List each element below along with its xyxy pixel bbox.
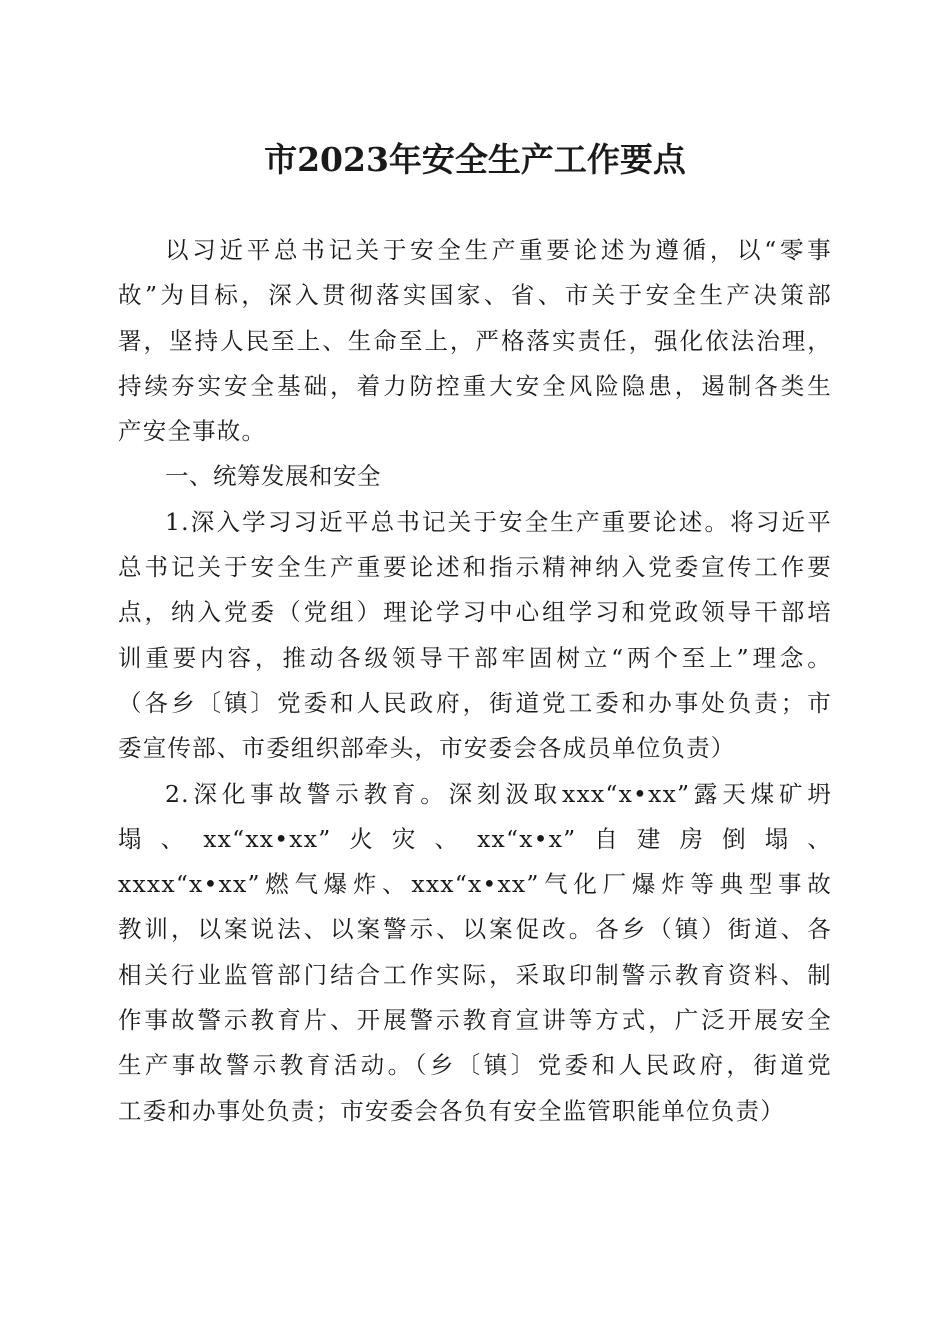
paragraph-line: 训重要内容，推动各级领导干部牢固树立“两个至上”理念。 (118, 643, 832, 672)
paragraph-line: xxxx“x•xx”燃气爆炸、xxx“x•xx”气化厂爆炸等典型事故 (118, 870, 832, 899)
paragraph-line: 以习近平总书记关于安全生产重要论述为遵循，以“零事 (165, 236, 832, 264)
paragraph-line: 2.深化事故警示教育。深刻汲取xxx“x•xx”露天煤矿坍 (165, 779, 832, 808)
item-1-paragraph (118, 500, 832, 772)
paragraph-line: 教训，以案说法、以案警示、以案促改。各乡（镇）街道、各 (118, 915, 832, 944)
paragraph-line: 相关行业监管部门结合工作实际，采取印制警示教育资料、制 (118, 960, 832, 989)
paragraph-line: 1.深入学习习近平总书记关于安全生产重要论述。将习近平 (165, 507, 832, 536)
document-body (118, 228, 832, 1134)
paragraph-line: 作事故警示教育片、开展警示教育宣讲等方式，广泛开展安全 (118, 1006, 832, 1035)
item-2-paragraph (118, 772, 832, 1134)
paragraph-line: 持续夯实安全基础，着力防控重大安全风险隐患，遏制各类生 (118, 371, 832, 400)
intro-paragraph (118, 228, 832, 454)
section-heading: 一、统筹发展和安全 (165, 462, 381, 491)
document-title: 市2023年安全生产工作要点 (264, 140, 686, 179)
paragraph-line: 委宣传部、市委组织部牵头，市安委会各成员单位负责） (118, 734, 736, 763)
paragraph-line: 总书记关于安全生产重要论述和指示精神纳入党委宣传工作要 (118, 553, 832, 582)
paragraph-line: 署，坚持人民至上、生命至上，严格落实责任，强化依法治理， (118, 326, 832, 355)
paragraph-line: 点，纳入党委（党组）理论学习中心组学习和党政领导干部培 (118, 598, 832, 627)
paragraph-line: （各乡〔镇〕党委和人民政府，街道党工委和办事处负责；市 (118, 688, 832, 717)
paragraph-line: 产安全事故。 (118, 417, 267, 446)
paragraph-line: 工委和办事处负责；市安委会各负有安全监管职能单位负责） (118, 1096, 785, 1125)
paragraph-line: 故”为目标，深入贯彻落实国家、省、市关于安全生产决策部 (118, 281, 832, 310)
paragraph-line: 塌、xx“xx•xx”火灾、xx“x•x”自建房倒塌、 (118, 824, 832, 853)
paragraph-line: 生产事故警示教育活动。（乡〔镇〕党委和人民政府，街道党 (118, 1051, 832, 1080)
